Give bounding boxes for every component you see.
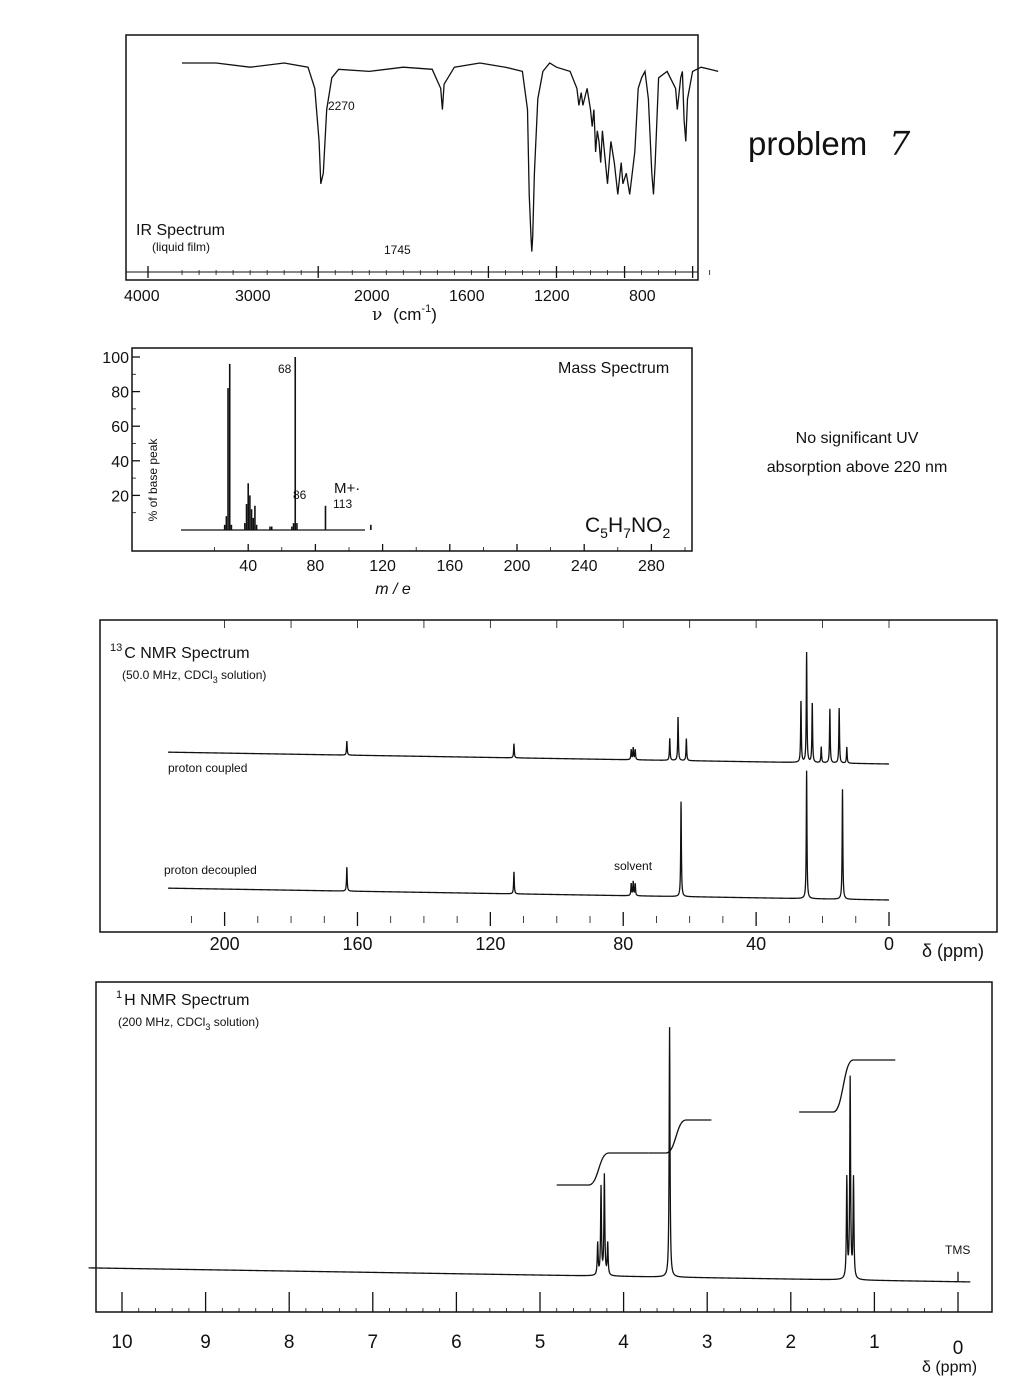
c13-solvent-label: solvent [614, 859, 653, 873]
uv-note-line-1: No significant UV [795, 430, 919, 447]
ms-y-tick-label: 20 [111, 488, 129, 506]
c13-subtitle: (50.0 MHz, CDCl$_3$ solution) [122, 668, 267, 685]
c13-tick-label: 200 [209, 934, 240, 954]
ms-x-tick-label: 120 [369, 558, 396, 575]
uv-note-line-2: absorption above 220 nm [766, 459, 948, 476]
c13-tick-label: 120 [475, 934, 506, 954]
c13-axis-unit: δ (ppm) [922, 941, 985, 961]
ir-spectrum-trace [182, 63, 718, 252]
nu-symbol: ν [372, 305, 383, 325]
ir-spectrum-chart [0, 0, 1014, 330]
h1-tick-label: 1 [869, 1332, 880, 1353]
h1-axis-unit: δ (ppm) [922, 1359, 978, 1376]
c13-tick-label: 160 [342, 934, 373, 954]
ir-x-axis-close: ) [431, 305, 437, 324]
h1-nmr-chart [0, 970, 1014, 1380]
c13-title: $^{13}$ C NMR Spectrum [110, 642, 250, 662]
h1-tick-label: 10 [111, 1332, 133, 1353]
ir-subtitle: (liquid film) [152, 240, 211, 254]
h1-title: $^1$ H NMR Spectrum [116, 989, 250, 1009]
c13-tick-label: 0 [883, 934, 895, 954]
ir-x-axis [124, 266, 710, 305]
ir-tick-label: 2000 [354, 288, 390, 305]
ir-tick-label: 1600 [449, 288, 485, 305]
ms-x-tick-label: 200 [503, 558, 531, 575]
ms-x-axis-label: m / e [375, 581, 411, 598]
c13-frame [100, 620, 997, 932]
c13-tick-label: 40 [746, 934, 767, 954]
h1-tick-label: 4 [618, 1332, 629, 1353]
h1-spectrum-trace [89, 1027, 971, 1282]
ms-molecular-ion-label: M+· [334, 480, 361, 497]
h1-tick-label: 7 [367, 1332, 379, 1353]
h1-tick-label: 8 [283, 1332, 295, 1353]
h1-integral-step [799, 1060, 895, 1112]
c13-proton-coupled-trace [168, 652, 889, 764]
h1-tick-label: 3 [701, 1332, 713, 1353]
ms-y-tick-label: 40 [111, 453, 129, 471]
ms-formula: $C_5H_7NO_2$ [585, 514, 671, 541]
ir-annotation-2270: 2270 [328, 99, 355, 113]
ir-x-axis-unit: (cm [393, 305, 422, 324]
ms-y-tick-label: 80 [111, 384, 129, 402]
h1-x-axis [111, 1292, 963, 1359]
ir-annotation-1745: 1745 [384, 243, 411, 257]
ms-x-tick-label: 240 [570, 558, 598, 575]
ir-x-axis-label [372, 303, 437, 325]
mass-spectrum-chart [0, 330, 1014, 610]
h1-tick-label: 0 [952, 1338, 964, 1359]
ms-x-tick-label: 80 [306, 558, 325, 575]
problem-word: problem [748, 125, 868, 162]
h1-tick-label: 2 [785, 1332, 797, 1353]
h1-tms-label: TMS [945, 1243, 971, 1257]
h1-integral-step [649, 1120, 712, 1153]
problem-label [748, 124, 910, 163]
h1-integral-curve [557, 1060, 958, 1282]
ms-annotation-68: 68 [278, 362, 292, 376]
ms-y-axis-label: % of base peak [146, 438, 160, 522]
h1-integral-step [557, 1153, 649, 1185]
h1-frame [96, 982, 992, 1312]
ms-y-tick-label: 100 [102, 350, 129, 367]
ir-tick-label: 3000 [235, 288, 271, 305]
h1-tick-label: 9 [200, 1332, 211, 1353]
c13-decoupled-label: proton decoupled [164, 863, 257, 877]
ms-x-tick-label: 40 [239, 558, 258, 575]
c13-tick-label: 80 [613, 934, 634, 954]
ms-axes [102, 350, 685, 575]
h1-tick-label: 5 [534, 1332, 546, 1353]
problem-number: 7 [889, 124, 911, 163]
ms-title: Mass Spectrum [558, 360, 670, 377]
ir-tick-label: 800 [629, 288, 656, 305]
ir-x-axis-exp: -1 [421, 303, 432, 315]
h1-tick-label: 6 [451, 1332, 462, 1353]
c13-proton-decoupled-trace [168, 771, 889, 900]
h1-subtitle: (200 MHz, CDCl$_3$ solution) [118, 1015, 260, 1032]
ir-frame [126, 35, 698, 280]
ms-x-tick-label: 280 [638, 558, 665, 575]
ir-title: IR Spectrum [136, 222, 225, 239]
ms-annotation-86: 86 [293, 488, 307, 502]
c13-x-axis [191, 620, 894, 954]
c13-nmr-chart [0, 610, 1014, 970]
ms-x-tick-label: 160 [436, 558, 464, 575]
ir-tick-label: 4000 [124, 288, 160, 305]
ir-tick-label: 1200 [534, 288, 570, 305]
ms-y-tick-label: 60 [111, 419, 129, 437]
c13-coupled-label: proton coupled [168, 761, 248, 775]
ms-annotation-113: 113 [333, 497, 353, 511]
